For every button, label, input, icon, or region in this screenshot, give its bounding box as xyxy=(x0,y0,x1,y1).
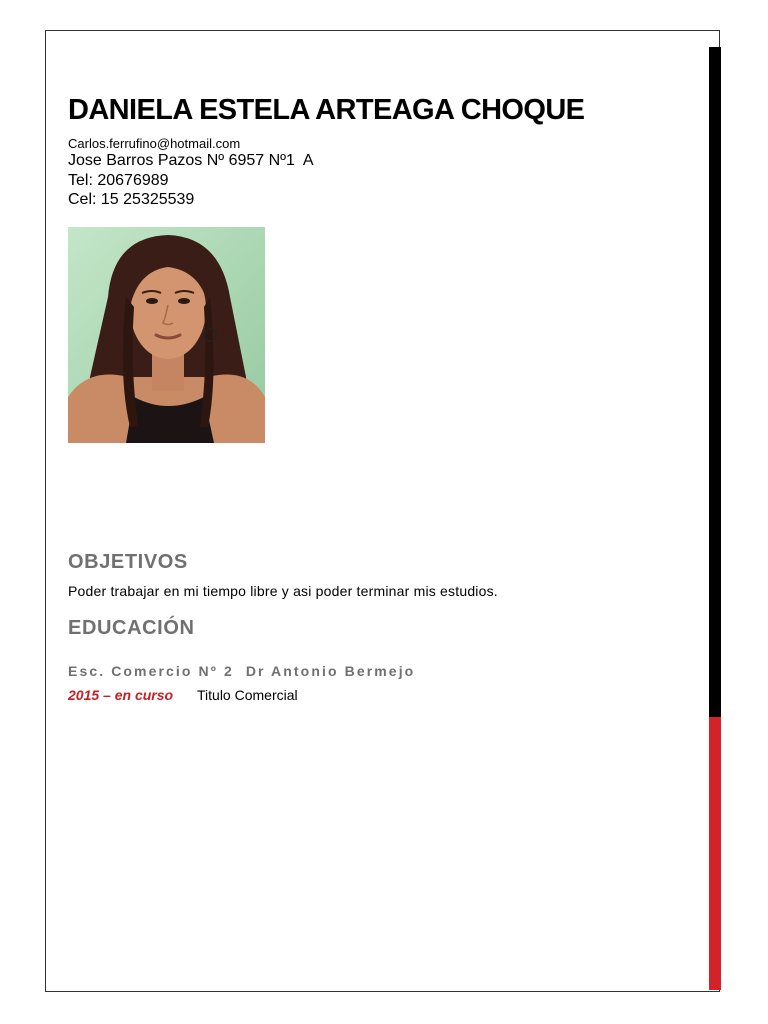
school-name: Esc. Comercio Nº 2 Dr Antonio Bermejo xyxy=(68,663,416,679)
mobile-text: Cel: 15 25325539 xyxy=(68,191,195,208)
address-text: Jose Barros Pazos Nº 6957 Nº1 A xyxy=(68,152,314,169)
phone-text: Tel: 20676989 xyxy=(68,172,169,189)
education-heading: EDUCACIÓN xyxy=(68,617,195,639)
education-degree: Titulo Comercial xyxy=(197,687,298,703)
side-bar-red xyxy=(709,717,721,990)
email-text: Carlos.ferrufino@hotmail.com xyxy=(68,136,241,151)
objectives-heading: OBJETIVOS xyxy=(68,551,188,573)
candidate-name: DANIELA ESTELA ARTEAGA CHOQUE xyxy=(68,94,585,126)
portrait-photo xyxy=(68,227,265,443)
education-period: 2015 – en curso xyxy=(68,687,174,703)
side-bar-black xyxy=(709,47,721,717)
objectives-text: Poder trabajar en mi tiempo libre y asi poder terminar mis estudios. xyxy=(68,583,498,599)
